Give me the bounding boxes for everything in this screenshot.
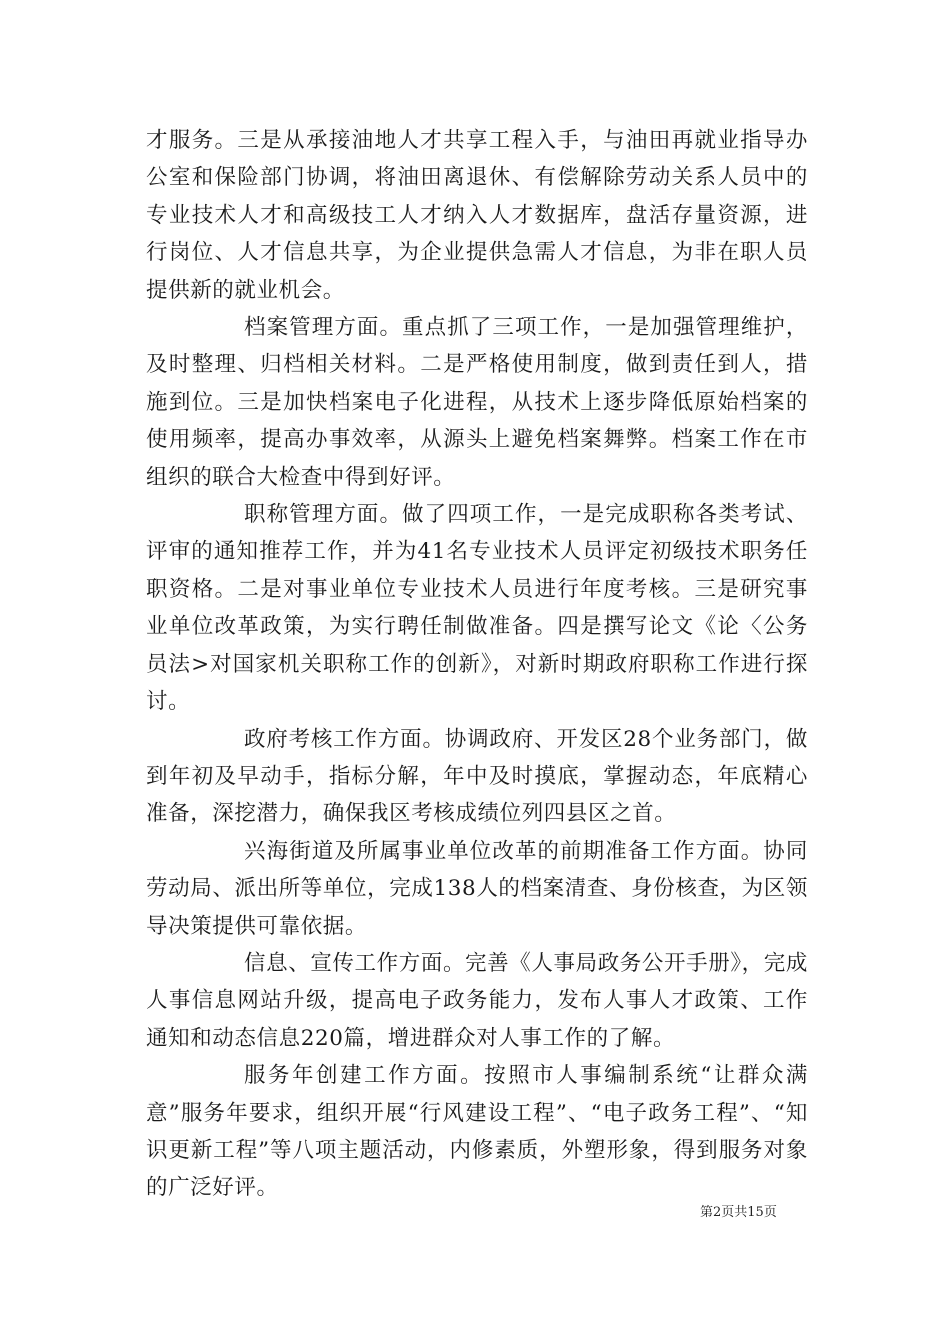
document-body <box>146 122 808 1207</box>
paragraph-xinghai-reform: 兴海街道及所属事业单位改革的前期准备工作方面。协同劳动局、派出所等单位，完成138人的档案清查、身份核查，为区领导决策提供可靠依据。 <box>146 838 808 939</box>
paragraph-service-year: 服务年创建工作方面。按照市人事编制系统“让群众满意”服务年要求，组织开展“行风建设工程”、“电子政务工程”、“知识更新工程”等八项主题活动，内修素质，外塑形象，得到服务对象的广泛好评。 <box>146 1063 808 1201</box>
page-number: 第2页共15页 <box>700 1205 777 1220</box>
paragraph-information-publicity: 信息、宣传工作方面。完善《人事局政务公开手册》，完成人事信息网站升级，提高电子政务能力，发布人事人才政策、工作通知和动态信息220篇，增进群众对人事工作的了解。 <box>146 950 808 1051</box>
paragraph-government-assessment: 政府考核工作方面。协调政府、开发区28个业务部门，做到年初及早动手，指标分解，年中及时摸底，掌握动态，年底精心准备，深挖潜力，确保我区考核成绩位列四县区之首。 <box>146 726 808 827</box>
paragraph-title-management: 职称管理方面。做了四项工作，一是完成职称各类考试、评审的通知推荐工作，并为41名专业技术人员评定初级技术职务任职资格。二是对事业单位专业技术人员进行年度考核。三是研究事业单位改革政策，为实行聘任制做准备。四是撰写论文《论〈公务员法>对国家机关职称工作的创新》，对新时期政府职称工作进行探讨。 <box>146 502 808 715</box>
paragraph-continuation: 才服务。三是从承接油地人才共享工程入手，与油田再就业指导办公室和保险部门协调，将油田离退休、有偿解除劳动关系人员中的专业技术人才和高级技工人才纳入人才数据库，盘活存量资源，进行岗位、人才信息共享，为企业提供急需人才信息，为非在职人员提供新的就业机会。 <box>146 128 808 303</box>
paragraph-archive-management: 档案管理方面。重点抓了三项工作，一是加强管理维护，及时整理、归档相关材料。二是严格使用制度，做到责任到人，措施到位。三是加快档案电子化进程，从技术上逐步降低原始档案的使用频率，提高办事效率，从源头上避免档案舞弊。档案工作在市组织的联合大检查中得到好评。 <box>146 315 808 490</box>
